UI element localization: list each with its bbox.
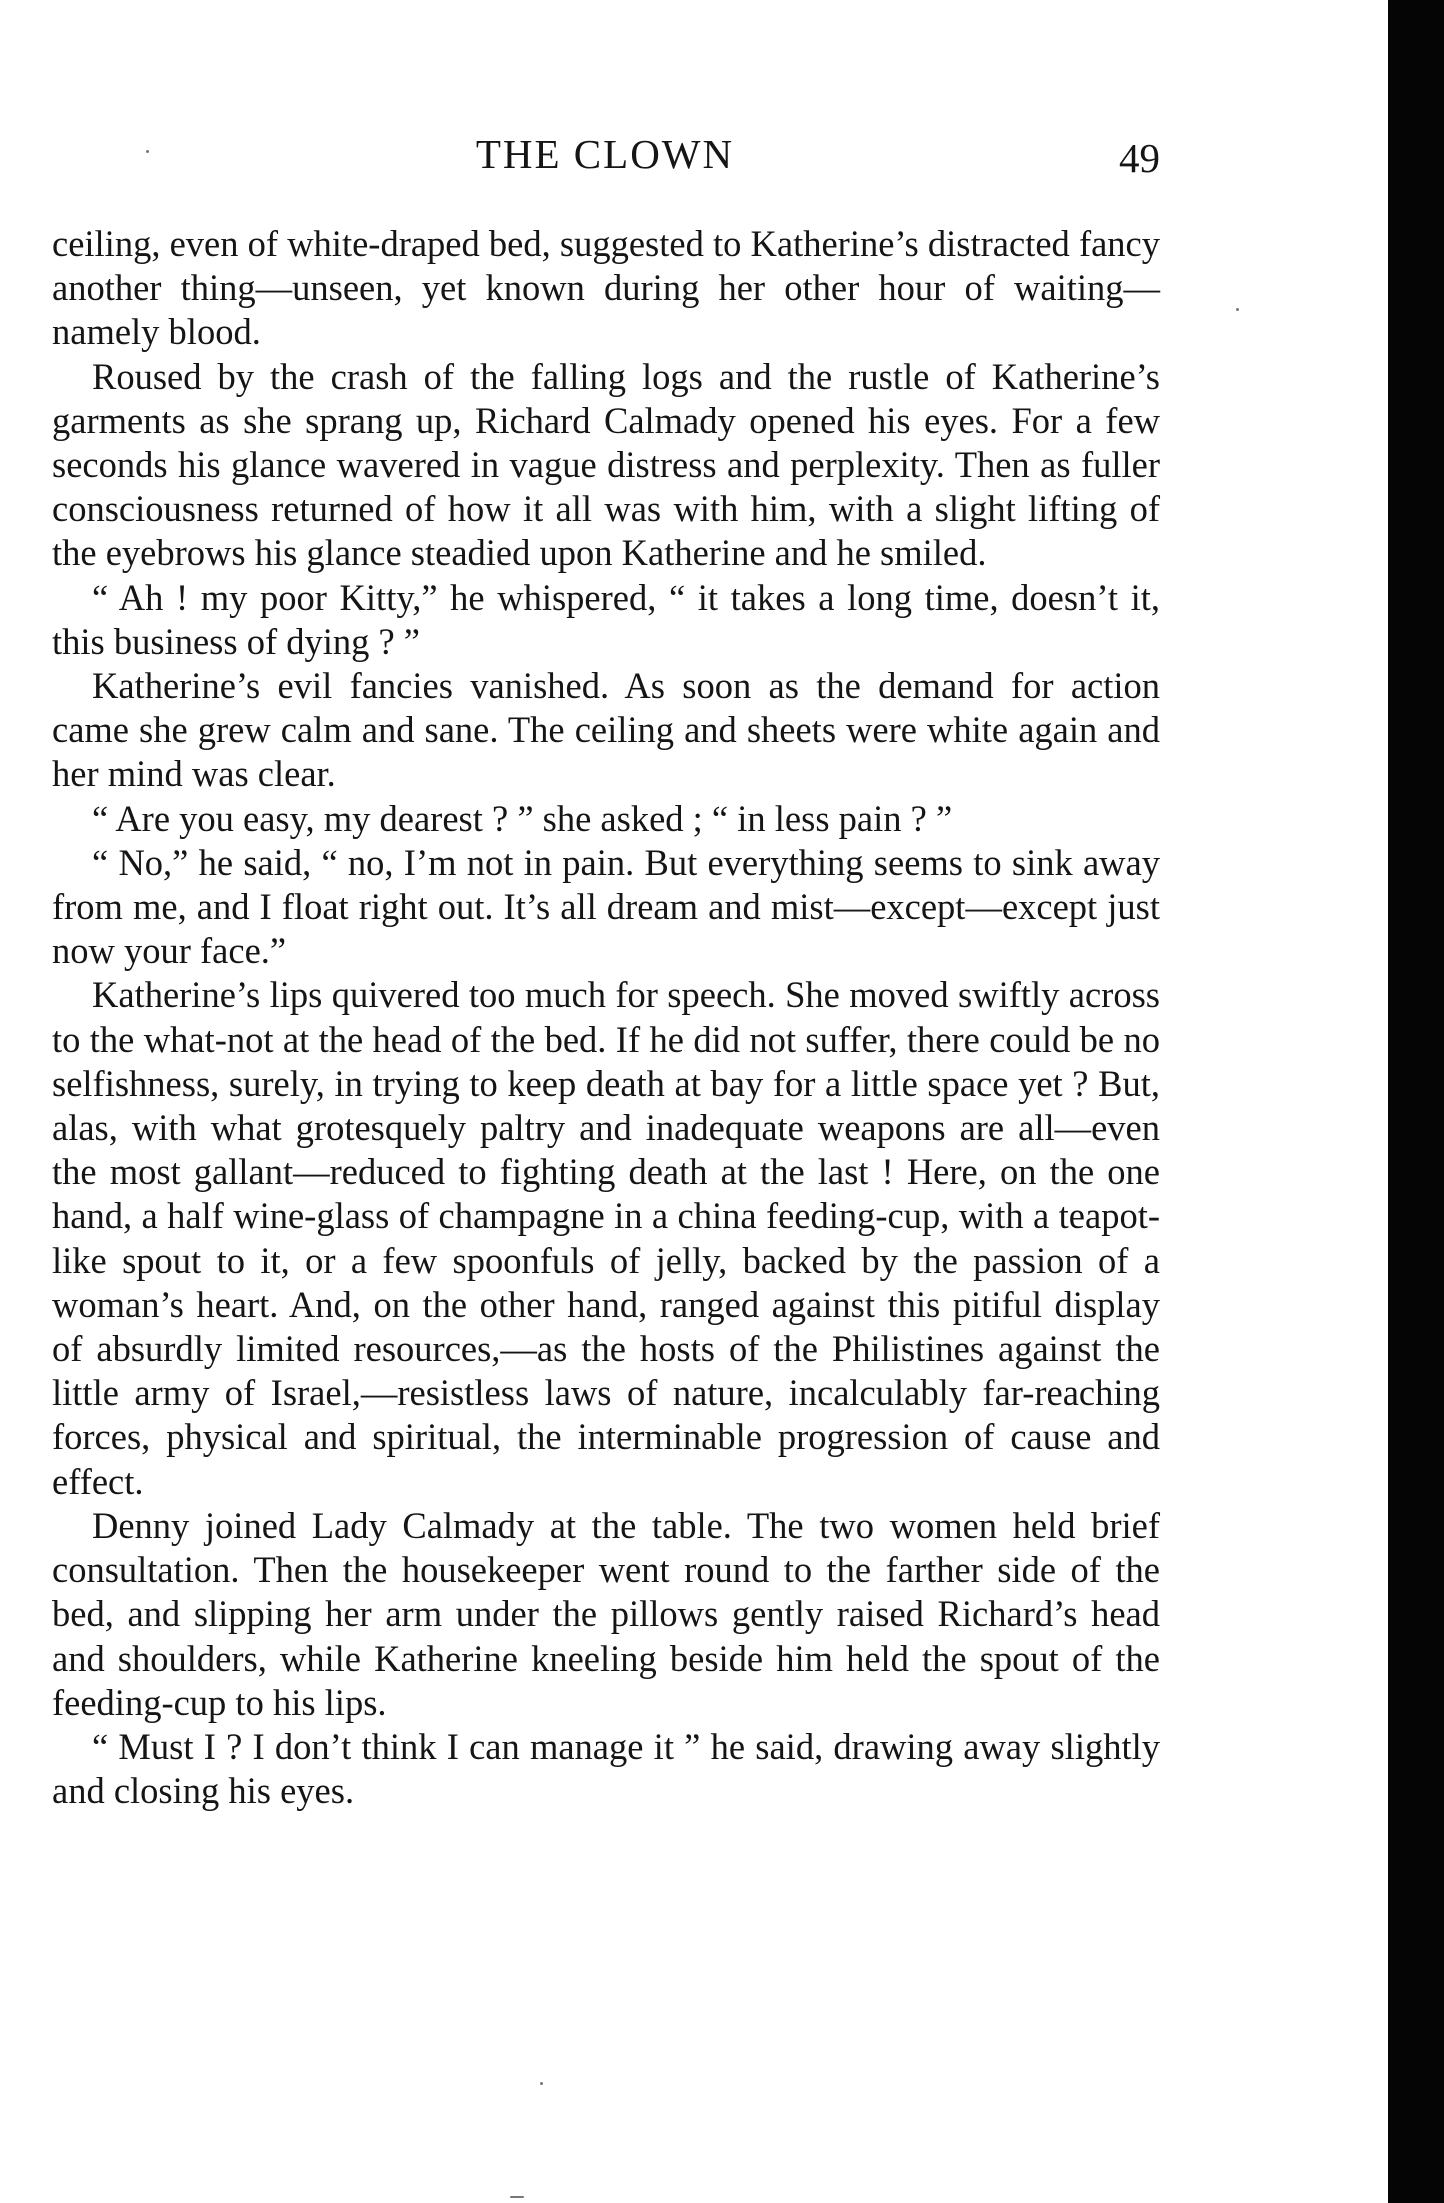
body-text — [52, 222, 1160, 1813]
paragraph: Katherine’s evil fancies vanished. As soon as the demand for action came she grew calm and sane. The ceiling and sheets were white again and her mind was clear. — [52, 665, 1160, 795]
paragraph: Denny joined Lady Calmady at the table. The two women held brief consultation. Then the housekeeper went round to the farther side of the bed, and slipping her arm under the pillows gently raised Richard’s head and shoulders, while Katherine kneeling beside him held the spout of the feeding-cup to his lips. — [52, 1504, 1160, 1723]
paragraph: “ No,” he said, “ no, I’m not in pain. But everything seems to sink away from me, and I float right out. It’s all dream and mist—except—except just now your face.” — [52, 841, 1160, 972]
paragraph: “ Are you easy, my dearest ? ” she asked ; “ in less pain ? ” — [92, 797, 953, 839]
paragraph: ceiling, even of white-draped bed, suggested to Katherine’s distracted fancy another thing—unseen, yet known during her other hour of waiting—namely blood. — [52, 223, 1160, 353]
paper-speck — [146, 150, 149, 153]
paper-speck — [510, 2196, 524, 2198]
paragraph: “ Ah ! my poor Kitty,” he whispered, “ it takes a long time, doesn’t it, this business of dying ? ” — [52, 576, 1160, 662]
paper-speck — [1236, 308, 1239, 311]
page-edge-shadow — [1388, 0, 1444, 2203]
page-header — [50, 124, 1160, 184]
paper-speck — [540, 2082, 543, 2085]
paragraph: Katherine’s lips quivered too much for speech. She moved swiftly across to the what-not at the head of the bed. If he did not suffer, there could be no selfishness, surely, in trying to keep death at bay for a little space yet ? But, alas, with what grotesquely paltry and inadequate weapons are all—even the most gallant—reduced to fighting death at the last ! Here, on the one hand, a half wine-glass of champagne in a china feeding-cup, with a teapot-like spout to it, or a few spoonfuls of jelly, backed by the passion of a woman’s heart. And, on the other hand, ranged against this pitiful display of absurdly limited resources,—as the hosts of the Philistines against the little army of Israel,—resistless laws of nature, incalculably far-reaching forces, physical and spiritual, the interminable progression of cause and effect. — [52, 974, 1160, 1502]
running-title: THE CLOWN — [475, 131, 735, 177]
paragraph: “ Must I ? I don’t think I can manage it ” he said, drawing away slightly and closing his eyes. — [52, 1725, 1160, 1812]
paragraph: Roused by the crash of the falling logs and the rustle of Katherine’s garments as she sprang up, Richard Calmady opened his eyes. For a few seconds his glance wavered in vague distress and perplexity. Then as fuller consciousness returned of how it all was with him, with a slight lifting of the eyebrows his glance steadied upon Katherine and he smiled. — [52, 355, 1160, 574]
page-number: 49 — [1119, 135, 1160, 181]
